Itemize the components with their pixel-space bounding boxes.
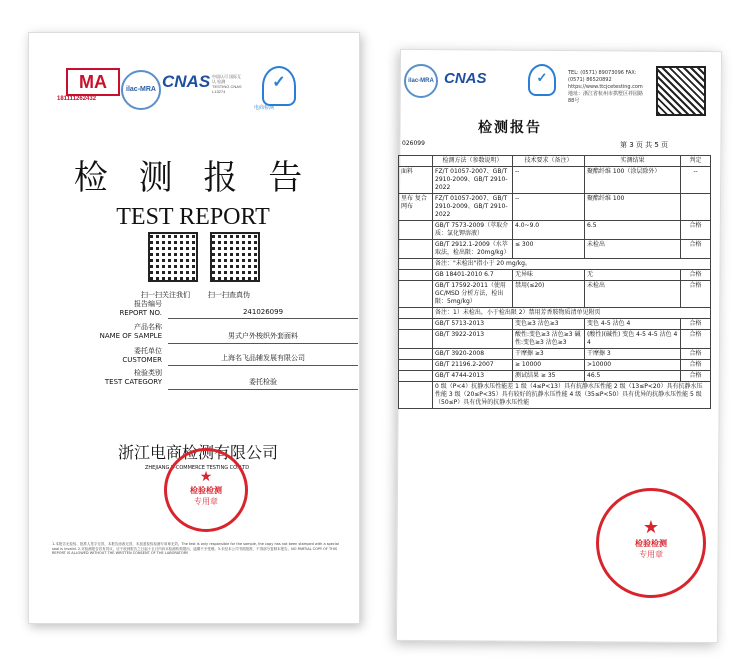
cell-verdict: 合格	[681, 319, 711, 330]
value-test-category: 委托检验	[168, 377, 358, 390]
table-row	[399, 221, 711, 240]
label-customer	[72, 347, 162, 365]
cell-req: 禁用(≤20)	[513, 281, 585, 308]
cell-item	[399, 259, 433, 270]
cell-verdict: 合格	[681, 281, 711, 308]
table-row	[399, 382, 711, 409]
table-row	[399, 281, 711, 308]
label-en: CUSTOMER	[122, 356, 162, 364]
follow-qr-caption: 扫一扫关注我们	[141, 291, 190, 299]
star-icon: ★	[642, 517, 660, 538]
header-verdict: 判定	[681, 156, 711, 167]
cell-result: >10000	[585, 360, 681, 371]
table-row	[399, 194, 711, 221]
cell-method: FZ/T 01057-2007、GB/T 2910-2009、GB/T 2910-2022	[433, 167, 513, 194]
cell-item	[399, 308, 433, 319]
cell-req: ≥ 10000	[513, 360, 585, 371]
table-row	[399, 319, 711, 330]
cell-req: ≤ 300	[513, 240, 585, 259]
cell-verdict: 合格	[681, 270, 711, 281]
stamp-line1: 检验检测	[635, 539, 667, 548]
cell-result: 未检出	[585, 281, 681, 308]
table-row	[399, 330, 711, 349]
label-sample-name	[72, 323, 162, 341]
cell-req: 无异味	[513, 270, 585, 281]
table-row	[399, 259, 711, 270]
cell-result: 无	[585, 270, 681, 281]
cell-req: --	[513, 167, 585, 194]
cell-verdict: 合格	[681, 330, 711, 349]
company-name-en: ZHEJIANG E-COMMERCE TESTING CO.,LTD	[145, 465, 250, 471]
label-en: TEST CATEGORY	[104, 378, 162, 386]
verify-qr-code[interactable]	[210, 232, 260, 282]
star-icon: ★	[199, 469, 213, 485]
cell-req: 4.0~9.0	[513, 221, 585, 240]
table-row	[399, 167, 711, 194]
cnas-logo: CNAS	[444, 70, 487, 87]
cell-note: 备注："未检出"指小于 20 mg/kg。	[433, 259, 711, 270]
label-en: NAME OF SAMPLE	[99, 332, 162, 340]
cell-method: GB/T 3922-2013	[433, 330, 513, 349]
cell-item	[399, 319, 433, 330]
cell-method: GB/T 17592-2011（使用 GC/MSD 分析方法，检出限：5mg/kg）	[433, 281, 513, 308]
company-name-cn: 浙江电商检测有限公司	[118, 443, 279, 462]
cell-method: GB/T 5713-2013	[433, 319, 513, 330]
value-customer: 上海名飞品辅发展有限公司	[168, 353, 358, 366]
cell-verdict: --	[681, 167, 711, 194]
table-row	[399, 270, 711, 281]
cell-req: 干摩擦 ≥3	[513, 349, 585, 360]
cell-verdict: 合格	[681, 360, 711, 371]
cell-verdict: 合格	[681, 371, 711, 382]
cell-note: 0 级（P<4）抗静水压性能差 1 级（4≤P<13）具有抗静水压性能 2 级（13≤P<20）具有抗静水压性能 3 级（20≤P<35）具有较好的抗静水压性能 4 级（35≤P<50）具有优异的抗静水压性能 5 级（50≤P）具有优异的抗静水压性能	[433, 382, 711, 409]
table-row	[399, 371, 711, 382]
cell-method: GB/T 7573-2009（萃取介质：氯化钾溶液）	[433, 221, 513, 240]
table-row	[399, 349, 711, 360]
cell-req: 变色≥3 沾色≥3	[513, 319, 585, 330]
cell-req: 酸性:变色≥3 沾色≥3 碱性:变色≥3 沾色≥3	[513, 330, 585, 349]
cell-item	[399, 270, 433, 281]
cnas-caption: 中国认可 国际互认 检测 TESTING CNAS L13274	[212, 74, 242, 94]
page-indicator: 第 3 页 共 5 页	[620, 141, 669, 149]
cell-item	[399, 330, 433, 349]
cell-verdict: 合格	[681, 349, 711, 360]
cell-result: 聚酯纤维 100	[585, 194, 681, 221]
cma-number: 181111262432	[57, 96, 97, 102]
label-cn: 报告编号	[134, 300, 162, 308]
cell-verdict: 合格	[681, 240, 711, 259]
verify-qr-caption: 扫一扫查真伪	[208, 291, 250, 299]
label-cn: 委托单位	[134, 347, 162, 355]
value-sample-name: 男式户外梭织外套面料	[168, 331, 358, 344]
badge-caption: 电商检测	[254, 105, 275, 111]
report-title-cn: 检 测 报 告	[73, 158, 313, 198]
detail-report-code: 026099	[402, 140, 425, 147]
cell-note: 备注：1）未检出，小于检出限 2）禁用芳香胺物质清单见附页	[433, 308, 711, 319]
cell-item	[399, 371, 433, 382]
table-row	[399, 360, 711, 371]
cell-result: 6.5	[585, 221, 681, 240]
header-item	[399, 156, 433, 167]
ilac-mra-logo: ilac-MRA	[121, 70, 161, 110]
cell-method: GB/T 21196.2-2007	[433, 360, 513, 371]
cell-result: 46.5	[585, 371, 681, 382]
cnas-logo: CNAS	[162, 72, 211, 91]
cell-verdict: 合格	[681, 221, 711, 240]
ilac-mra-logo: ilac-MRA	[404, 64, 438, 98]
report-title-en: TEST REPORT	[116, 204, 270, 230]
cell-result: 聚酯纤维 100（涂层除外）	[585, 167, 681, 194]
detail-title: 检测报告	[478, 120, 542, 136]
table-row	[399, 240, 711, 259]
label-en: REPORT NO.	[119, 309, 162, 317]
stamp-line1: 检验检测	[190, 486, 222, 495]
header-method: 检测方法（参数说明）	[433, 156, 513, 167]
cell-item	[399, 382, 433, 409]
cell-method: FZ/T 01057-2007、GB/T 2910-2009、GB/T 2910-2022	[433, 194, 513, 221]
label-cn: 检验类别	[134, 369, 162, 377]
cell-method: GB/T 4744-2013	[433, 371, 513, 382]
test-results-table	[398, 155, 711, 409]
ecommerce-testing-badge-icon: ✓	[262, 66, 296, 106]
label-test-category	[72, 369, 162, 387]
cell-item	[399, 281, 433, 308]
header-result: 实测结果	[585, 156, 681, 167]
official-seal-stamp	[164, 448, 248, 532]
cell-verdict	[681, 194, 711, 221]
cell-req: 测试结果 ≥ 35	[513, 371, 585, 382]
report-qr-code[interactable]	[656, 66, 706, 116]
cell-item: 面料	[399, 167, 433, 194]
cell-result: 变色 4-5 沾色 4	[585, 319, 681, 330]
stamp-line2: 专用章	[639, 550, 663, 559]
cell-result: 未检出	[585, 240, 681, 259]
cell-item: 里布 复合 网布	[399, 194, 433, 221]
label-cn: 产品名称	[134, 323, 162, 331]
ecommerce-testing-badge-icon: ✓	[528, 64, 556, 96]
cell-method: GB/T 2912.1-2009（水萃取法，检出限：20mg/kg）	[433, 240, 513, 259]
official-seal-stamp-right	[596, 488, 706, 598]
follow-qr-code[interactable]	[148, 232, 198, 282]
contact-info: TEL: (0571) 89073096 FAX: (0571) 86520892 https://www.ttcjcetesting.com 地址：浙江省杭州市拱墅区祥园路88号	[568, 70, 644, 104]
value-report-no: 241026099	[168, 308, 358, 319]
cell-item	[399, 240, 433, 259]
header-requirement: 技术要求（备注）	[513, 156, 585, 167]
cell-item	[399, 221, 433, 240]
table-row	[399, 308, 711, 319]
cell-req: --	[513, 194, 585, 221]
fine-print-notes: 1.本报告无检验、批准人签字无效，本报告涂改无效，未加盖检验检测专用章无效。The test is only responsible for the sample, the copy has not been stamped with a special seal is invalid. 2.对检测报告若有异议，应于收到报告之日起十五日内向本检测机构提出，逾期不予受理。3.未经本公司书面批准，不得部分复制本报告。NO PARTIAL COPY OF THIS REPORT IS ALLOWED WITHOUT THE WRITTEN CONSENT OF THE LABORATORY.	[52, 542, 339, 555]
table-header-row	[399, 156, 711, 167]
stamp-line2: 专用章	[194, 497, 218, 506]
cell-method: GB/T 3920-2008	[433, 349, 513, 360]
cma-logo: MA	[66, 68, 120, 96]
cell-result: (酸性)(碱性) 变色 4-5 4-5 沾色 4 4	[585, 330, 681, 349]
label-report-no	[72, 300, 162, 318]
cell-method: GB 18401-2010 6.7	[433, 270, 513, 281]
cell-result: 干摩擦 3	[585, 349, 681, 360]
cell-item	[399, 349, 433, 360]
cell-item	[399, 360, 433, 371]
